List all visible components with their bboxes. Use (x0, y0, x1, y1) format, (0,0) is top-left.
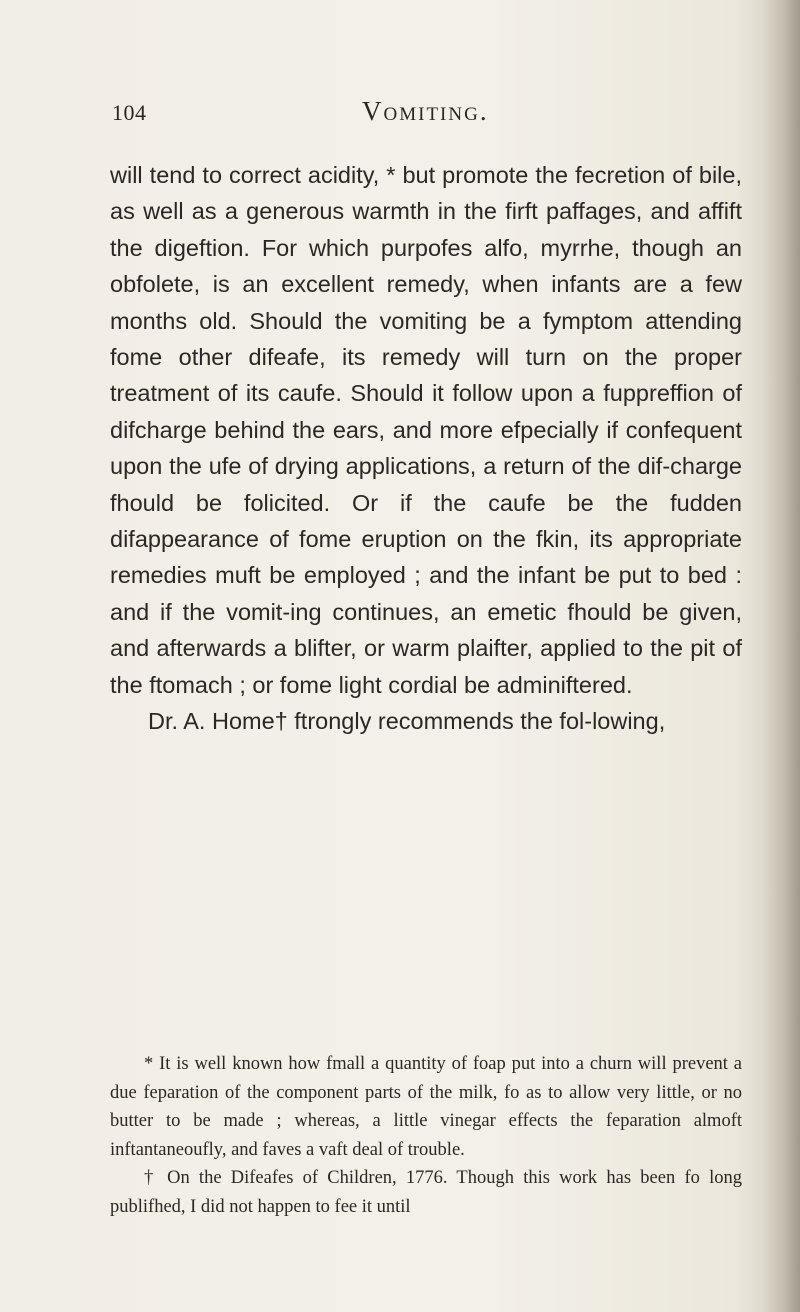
page-number: 104 (112, 100, 147, 125)
footnote-2: † On the Difeafes of Children, 1776. Though this work has been fo long publifhed, I did not happen to fee it until (110, 1168, 742, 1217)
body-paragraph-2: Dr. A. Home† ftrongly recommends the fol-lowing, (148, 708, 666, 735)
page-header (112, 96, 712, 136)
page-edge-shadow (762, 0, 800, 1312)
footnotes (110, 1050, 742, 1222)
footnote-1: * It is well known how fmall a quantity of foap put into a churn will prevent a due feparation of the component parts of the milk, fo as to allow very little, or no butter to be made ; whereas, a little vinegar effects the feparation almoft inftantaneoufly, and faves a vaft deal of trouble. (110, 1054, 742, 1160)
running-head: Vomiting. (362, 96, 489, 126)
body-text (110, 157, 742, 740)
body-paragraph-1: will tend to correct acidity, * but promote the fecretion of bile, as well as a generous warmth in the firft paffages, and affift the digeftion. For which purpofes alfo, myrrhe, though an obfolete, is an excellent remedy, when infants are a few months old. Should the vomiting be a fymptom attending fome other difeafe, its remedy will turn on the proper treatment of its caufe. Should it follow upon a fuppreffion of difcharge behind the ears, and more efpecially if confequent upon the ufe of drying applications, a return of the dif-charge fhould be folicited. Or if the caufe be the fudden difappearance of fome eruption on the fkin, its appropriate remedies muft be employed ; and the infant be put to bed : and if the vomit-ing continues, an emetic fhould be given, and afterwards a blifter, or warm plaifter, applied to the pit of the ftomach ; or fome light cordial be adminiftered. (110, 162, 742, 698)
